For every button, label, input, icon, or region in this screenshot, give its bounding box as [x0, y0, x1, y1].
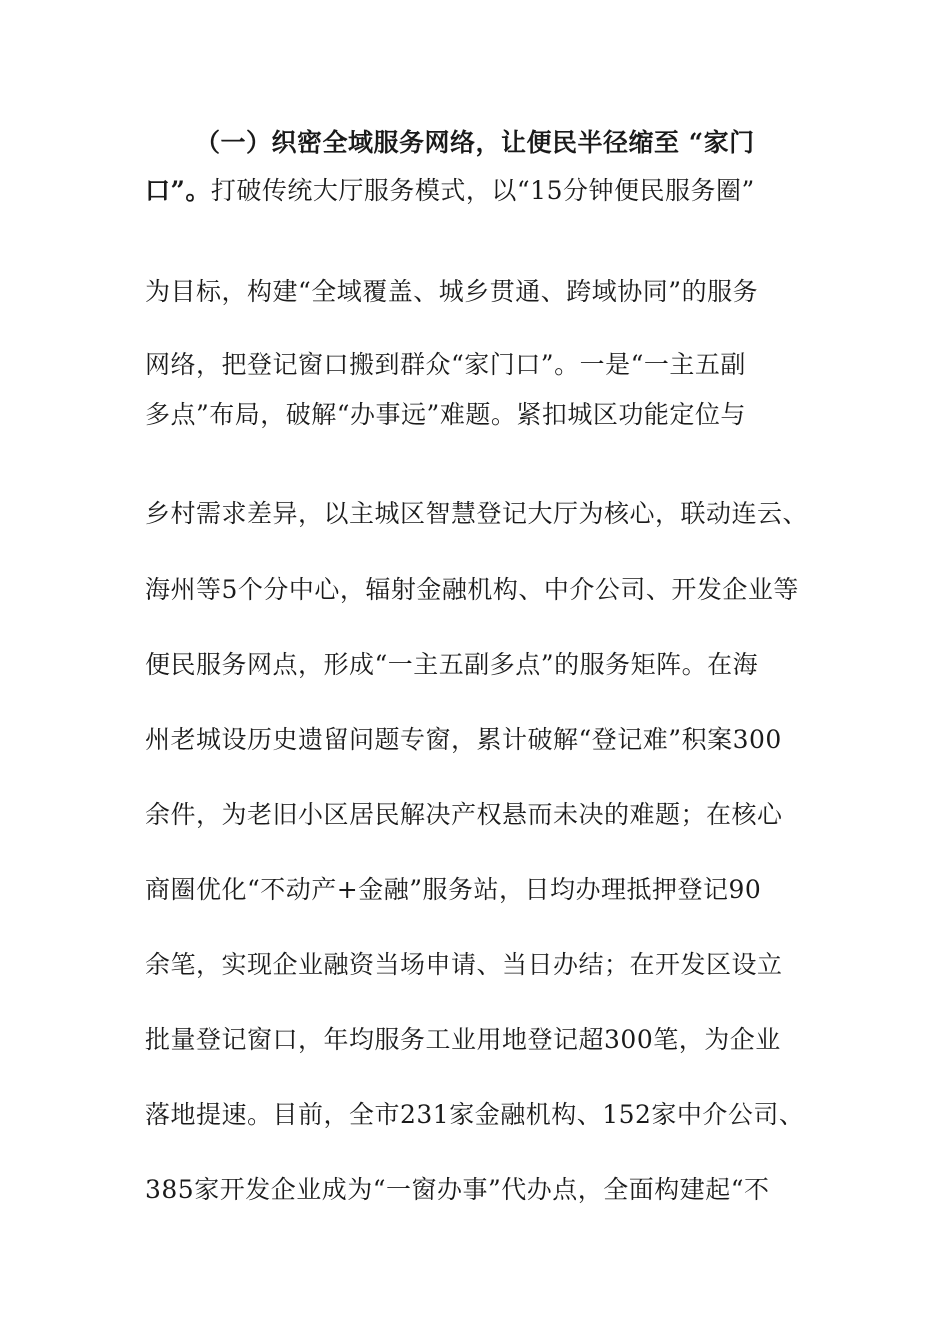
body-line: 余件，为老旧小区居民解决产权悬而未决的难题；在核心 — [145, 800, 783, 829]
body-line: 网络，把登记窗口搬到群众“家门口”。一是“一主五副 — [145, 350, 746, 379]
body-line: 州老城设历史遗留问题专窗，累计破解“登记难”积案300 — [145, 725, 782, 754]
body-line: 余笔，实现企业融资当场申请、当日办结；在开发区设立 — [145, 950, 783, 979]
body-line: 商圈优化“不动产+金融”服务站，日均办理抵押登记90 — [145, 875, 762, 904]
body-line: 海州等5个分中心，辐射金融机构、中介公司、开发企业等 — [145, 575, 799, 604]
heading-line-2-bold: 口”。 — [145, 176, 211, 205]
heading-line-2 — [145, 176, 810, 206]
body-line: 乡村需求差异，以主城区智慧登记大厅为核心，联动连云、 — [145, 499, 809, 528]
body-line: 多点”布局，破解“办事远”难题。紧扣城区功能定位与 — [145, 400, 746, 429]
heading-line-1: （一）织密全域服务网络，让便民半径缩至 “家门 — [195, 128, 755, 157]
body-line: 为目标，构建“全域覆盖、城乡贯通、跨域协同”的服务 — [145, 277, 759, 306]
body-line-2-rest: 打破传统大厅服务模式，以“15分钟便民服务圈” — [210, 176, 755, 205]
body-line: 385家开发企业成为“一窗办事”代办点，全面构建起“不 — [145, 1175, 770, 1204]
body-line: 便民服务网点，形成“一主五副多点”的服务矩阵。在海 — [145, 650, 759, 679]
body-line: 批量登记窗口，年均服务工业用地登记超300笔，为企业 — [145, 1025, 781, 1054]
body-line: 落地提速。目前，全市231家金融机构、152家中介公司、 — [145, 1100, 805, 1129]
